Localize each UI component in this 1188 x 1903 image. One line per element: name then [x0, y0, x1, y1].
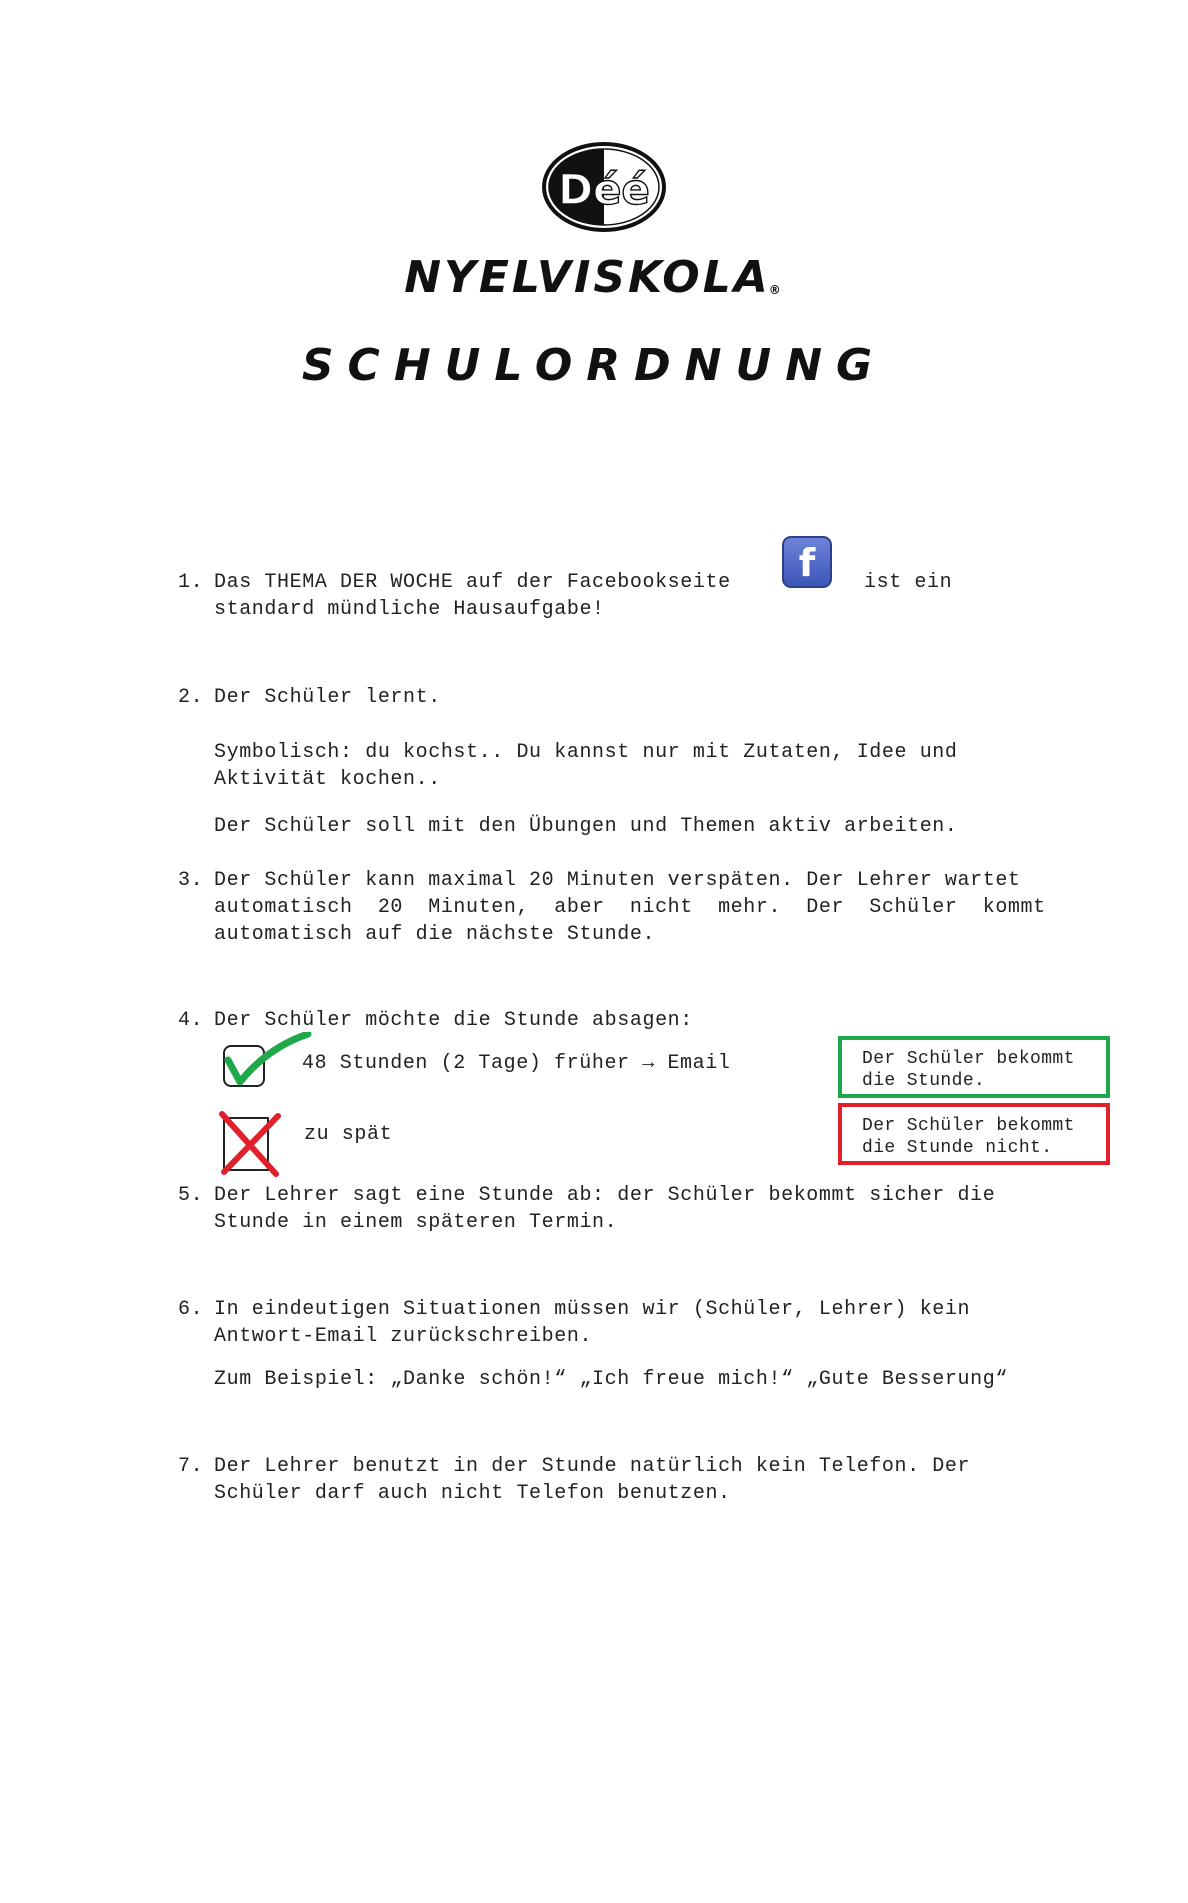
stunde-no-box: [838, 1103, 1110, 1165]
red-box-line-2: die Stunde nicht.: [862, 1138, 1053, 1158]
item-4-line-1: Der Schüler möchte die Stunde absagen:: [214, 1009, 693, 1032]
item-1-line-1-end: ist ein: [864, 571, 953, 594]
page-title: SCHULORDNUNG: [301, 340, 887, 391]
item-7-line-1: Der Lehrer benutzt in der Stunde natürlich kein Telefon. Der: [214, 1455, 971, 1478]
item-4-number: 4.: [178, 1009, 204, 1032]
item-6-line-1: In eindeutigen Situationen müssen wir (Schüler, Lehrer) kein: [214, 1298, 971, 1321]
brand-name: [0, 252, 1188, 303]
item-1-line-2: standard mündliche Hausaufgabe!: [214, 598, 605, 621]
facebook-glyph: f: [798, 541, 816, 585]
red-box-line-1: Der Schüler bekommt: [862, 1116, 1075, 1136]
item-6-line-2: Antwort-Email zurückschreiben.: [214, 1325, 593, 1348]
item-3-line-3: automatisch auf die nächste Stunde.: [214, 923, 656, 946]
item-6-extra-1: Zum Beispiel: „Danke schön!“ „Ich freue mich!“ „Gute Besserung“: [214, 1368, 1008, 1391]
item-3-line-1: Der Schüler kann maximal 20 Minuten verspäten. Der Lehrer wartet: [214, 869, 1021, 892]
item-2-extra-2: Aktivität kochen..: [214, 768, 441, 791]
item-5-line-2: Stunde in einem späteren Termin.: [214, 1211, 618, 1234]
facebook-icon[interactable]: [782, 536, 832, 588]
item-5-number: 5.: [178, 1184, 204, 1207]
item-2-line-1: Der Schüler lernt.: [214, 686, 441, 709]
item-6-number: 6.: [178, 1298, 204, 1321]
school-logo: [540, 140, 668, 234]
green-box-line-2: die Stunde.: [862, 1071, 986, 1091]
item-7-number: 7.: [178, 1455, 204, 1478]
item-2-number: 2.: [178, 686, 204, 709]
logo-emblem: [540, 140, 668, 234]
registered-mark: ®: [768, 283, 784, 297]
item-3-number: 3.: [178, 869, 204, 892]
item-4-late-text: zu spät: [304, 1123, 393, 1146]
item-3-line-2: automatisch 20 Minuten, aber nicht mehr. Der Schüler kommt: [214, 896, 1046, 919]
cross-icon: [218, 1110, 286, 1178]
stunde-yes-box: [838, 1036, 1110, 1098]
logo-text: Déé: [558, 165, 650, 214]
brand-text: NYELVISKOLA: [404, 252, 771, 303]
item-4-ok-text: 48 Stunden (2 Tage) früher → Email: [302, 1052, 731, 1075]
item-1-line-1: Das THEMA DER WOCHE auf der Facebookseite: [214, 571, 731, 594]
green-box-line-1: Der Schüler bekommt: [862, 1049, 1075, 1069]
item-2-extra-1: Symbolisch: du kochst.. Du kannst nur mit Zutaten, Idee und: [214, 741, 958, 764]
item-7-line-2: Schüler darf auch nicht Telefon benutzen.: [214, 1482, 731, 1505]
item-2-extra-3: Der Schüler soll mit den Übungen und Themen aktiv arbeiten.: [214, 815, 958, 838]
item-1-number: 1.: [178, 571, 204, 594]
item-5-line-1: Der Lehrer sagt eine Stunde ab: der Schüler bekommt sicher die: [214, 1184, 996, 1207]
checkmark-icon: [222, 1032, 314, 1102]
